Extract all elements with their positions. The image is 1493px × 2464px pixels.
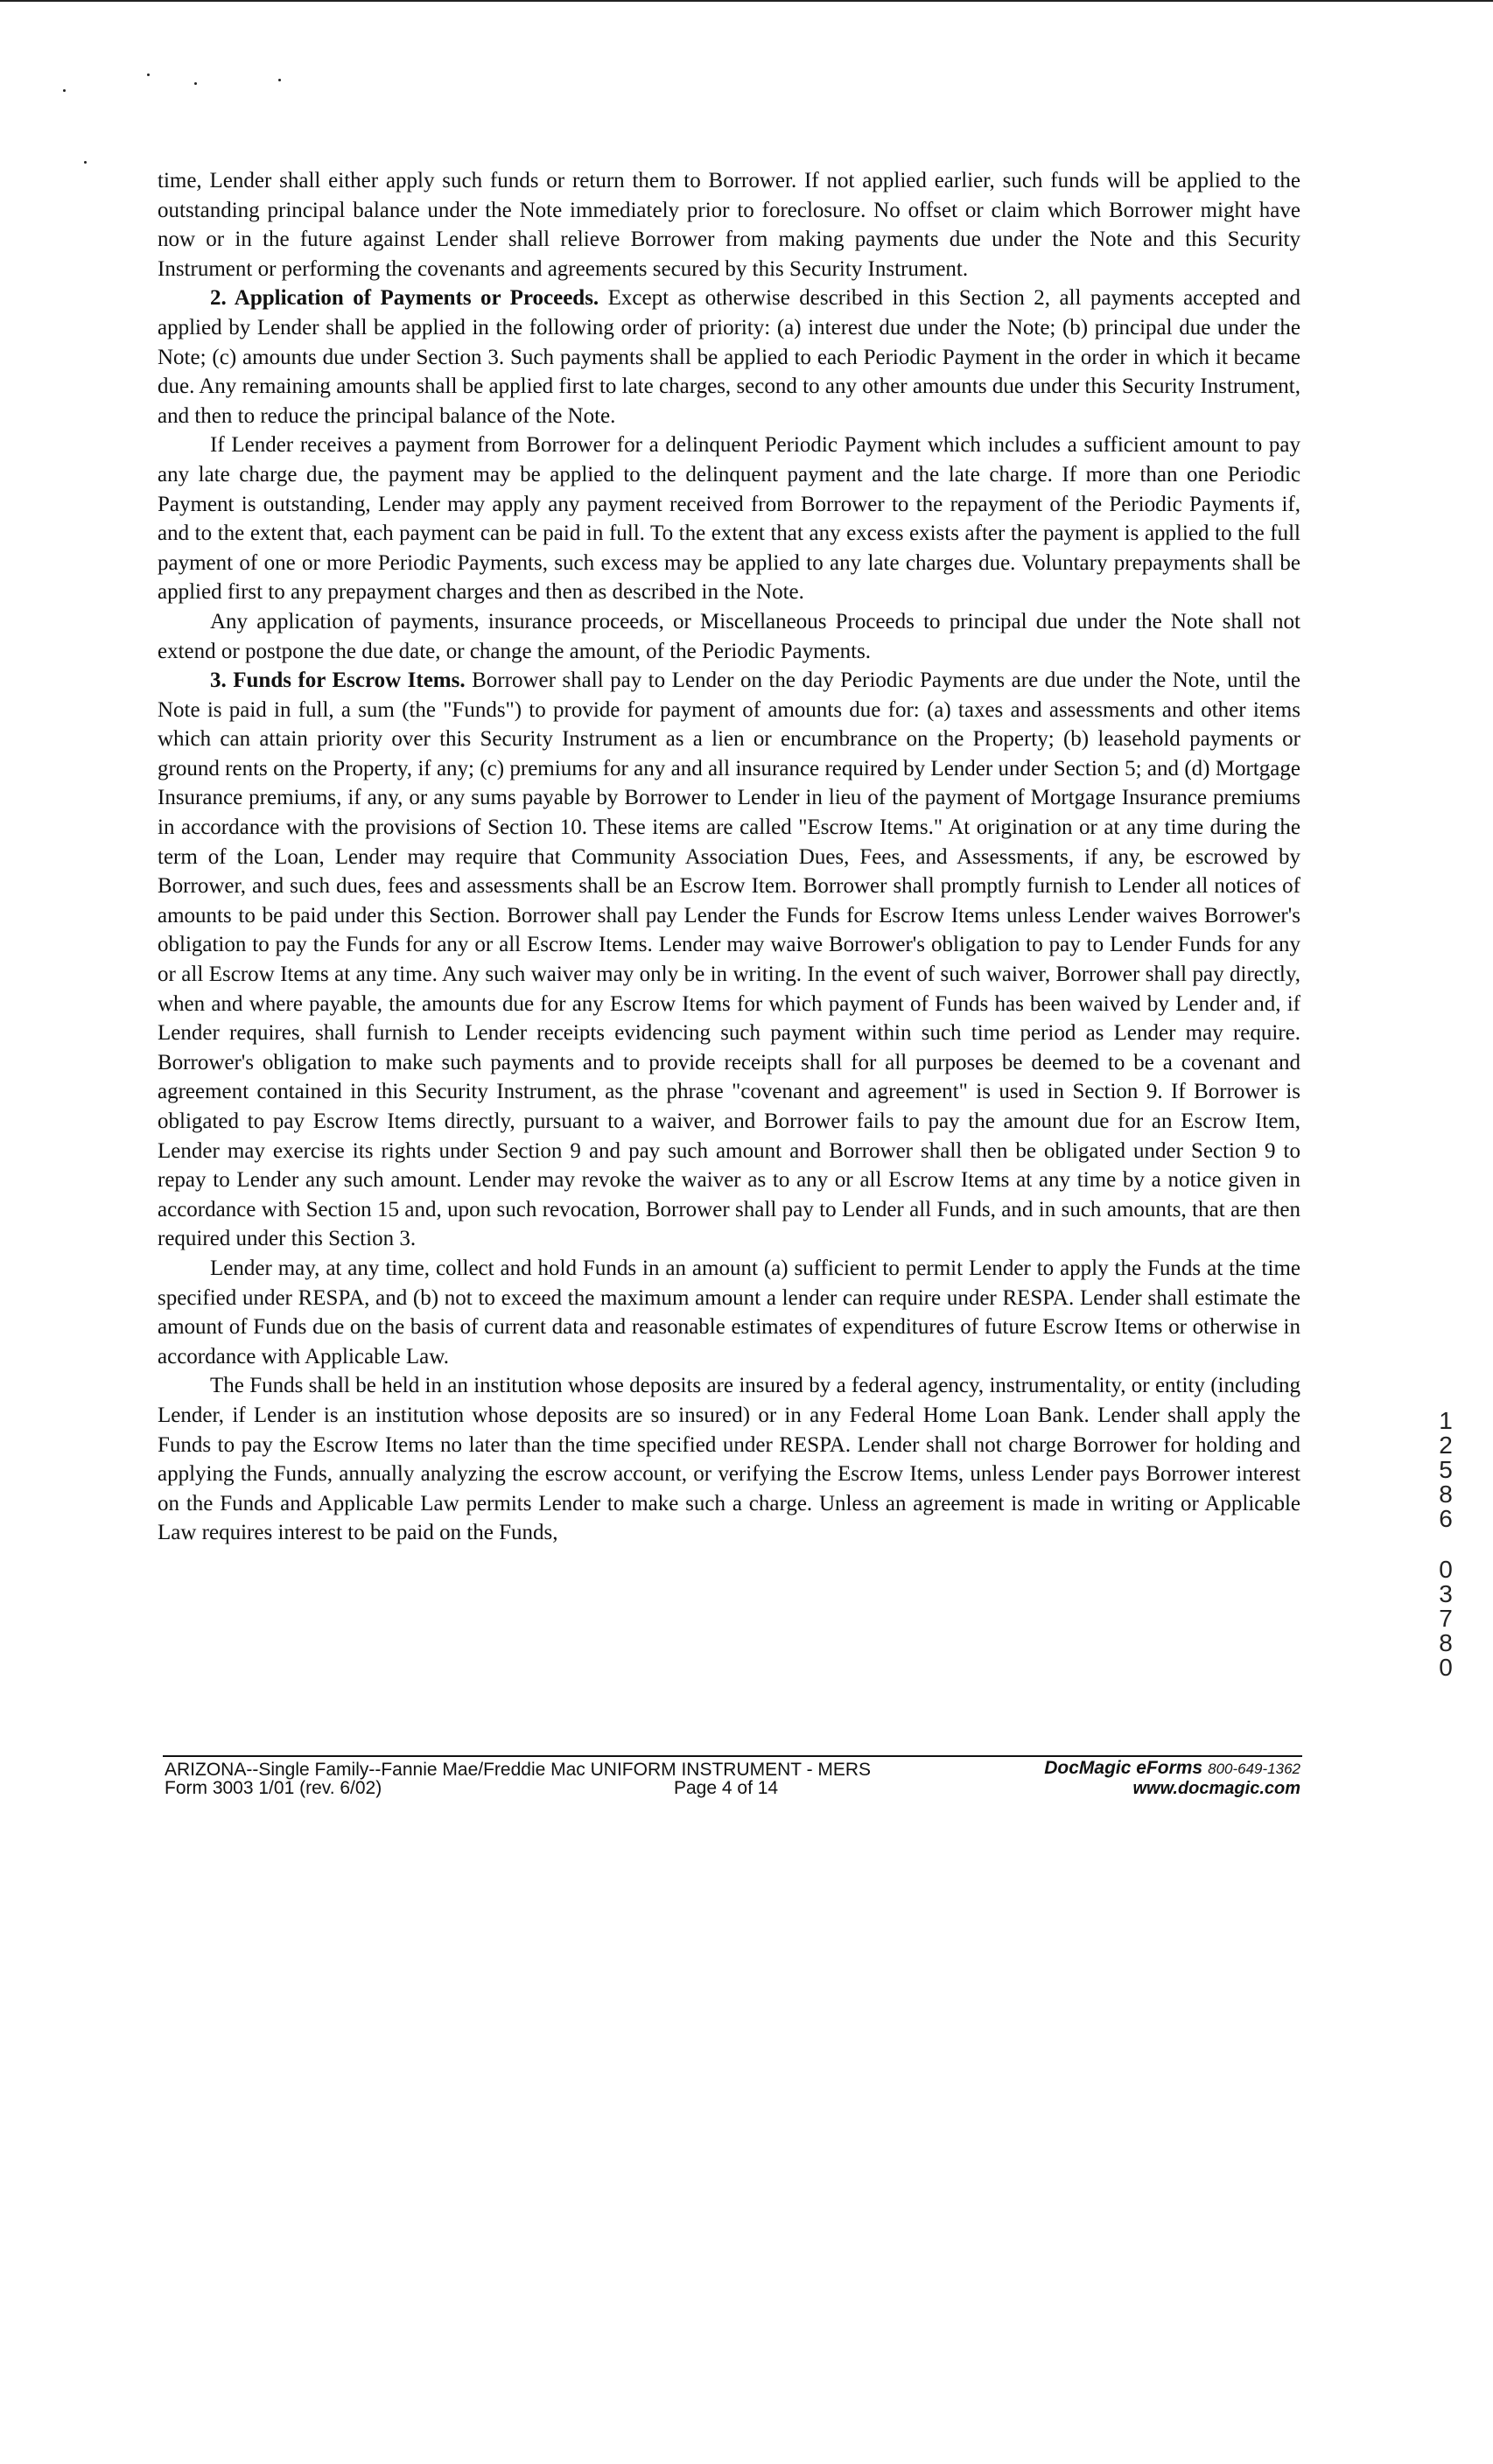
scan-speck [84, 161, 87, 164]
recording-book-number [1428, 1409, 1463, 1531]
scan-speck [63, 89, 66, 92]
stamp-digit: 3 [1439, 1580, 1453, 1607]
stamp-digit: 1 [1439, 1407, 1453, 1434]
docmagic-phone: 800-649-1362 [1208, 1760, 1300, 1777]
recording-stamp [1428, 1409, 1463, 1680]
document-body [158, 166, 1300, 1548]
scan-speck [147, 74, 150, 76]
paragraph: Any application of payments, insurance proceeds, or Miscellaneous Proceeds to principal due under the Note shall not extend or postpone the due date, or change the amount, of the Periodic Payments. [158, 609, 1300, 663]
section-3-text: Borrower shall pay to Lender on the day Periodic Payments are due under the Note, until the Note is paid in full, a sum (the "Funds") to provide for payment of amounts due for: (a) taxes and assessments and other items which can attain priority over this Security Instrument as a lien or encumbrance on the Property; (b) leasehold payments or ground rents on the Property, if any; (c) premiums for any and all insurance required by Lender under Section 5; and (d) Mortgage Insurance premiums, if any, or any sums payable by Borrower to Lender in lieu of the payment of Mortgage Insurance premiums in accordance with the provisions of Section 10. These items are called "Escrow Items." At origination or at any time during the term of the Loan, Lender may require that Community Association Dues, Fees, and Assessments, if any, be escrowed by Borrower, and such dues, fees and assessments shall be an Escrow Item. Borrower shall promptly furnish to Lender all notices of amounts to be paid under this Section. Borrower shall pay Lender the Funds for Escrow Items unless Lender waives Borrower's obligation to pay the Funds for any or all Escrow Items. Lender may waive Borrower's obligation to pay to Lender Funds for any or all Escrow Items at any time. Any such waiver may only be in writing. In the event of such waiver, Borrower shall pay directly, when and where payable, the amounts due for any Escrow Items for which payment of Funds has been waived by Lender and, if Lender requires, shall furnish to Lender receipts evidencing such payment within such time period as Lender may require. Borrower's obligation to make such payments and to provide receipts shall for all purposes be deemed to be a covenant and agreement contained in this Security Instrument, as the phrase "covenant and agreement" is used in Section 9. If Borrower is obligated to pay Escrow Items directly, pursuant to a waiver, and Borrower fails to pay the amount due for an Escrow Item, Lender may exercise its rights under Section 9 and pay such amount and Borrower shall then be obligated under Section 9 to repay to Lender any such amount. Lender may revoke the waiver as to any or all Escrow Items at any time by a notice given in accordance with Section 15 and, upon such revocation, Borrower shall pay to Lender all Funds, and in such amounts, that are then required under this Section 3. [158, 668, 1300, 1251]
paragraph: time, Lender shall either apply such funds or return them to Borrower. If not applied earlier, such funds will be applied to the outstanding principal balance under the Note immediately prior to foreclosure. No offset or claim which Borrower might have now or in the future against Lender shall relieve Borrower from making payments due under the Note and this Security Instrument or performing the covenants and agreements secured by this Security Instrument. [158, 169, 1300, 281]
footer-divider [163, 1755, 1302, 1757]
stamp-digit: 7 [1439, 1605, 1453, 1632]
paragraph: Lender may, at any time, collect and hold Funds in an amount (a) sufficient to permit Lender to apply the Funds at the time specified under RESPA, and (b) not to exceed the maximum amount a lender can require under RESPA. Lender shall estimate the amount of Funds due on the basis of current data and reasonable estimates of expenditures of future Escrow Items or otherwise in accordance with Applicable Law. [158, 1256, 1300, 1368]
section-3-paragraph [158, 666, 1300, 1254]
section-2-heading: 2. Application of Payments or Proceeds. [210, 286, 599, 311]
stamp-digit: 6 [1439, 1505, 1453, 1532]
paragraph: The Funds shall be held in an institution whose deposits are insured by a federal agency, instrumentality, or entity (including Lender, if Lender is an institution whose deposits are so insured) or in any Federal Home Loan Bank. Lender shall apply the Funds to pay the Escrow Items no later than the time specified under RESPA. Lender shall not charge Borrower for holding and applying the Funds, annually analyzing the escrow account, or verifying the Escrow Items, unless Lender pays Borrower interest on the Funds and Applicable Law permits Lender to make such a charge. Unless an agreement is made in writing or Applicable Law requires interest to be paid on the Funds, [158, 1374, 1300, 1545]
form-number: Form 3003 1/01 (rev. 6/02) [165, 1778, 382, 1798]
scan-speck [278, 79, 281, 81]
form-title: ARIZONA--Single Family--Fannie Mae/Freddie Mac UNIFORM INSTRUMENT - MERS [165, 1760, 872, 1780]
stamp-digit: 0 [1439, 1556, 1453, 1583]
docmagic-logo: DocMagic eForms [1044, 1758, 1203, 1778]
docmagic-branding [1044, 1759, 1300, 1798]
top-scan-edge [0, 0, 1493, 2]
stamp-digit: 2 [1439, 1432, 1453, 1459]
section-3-heading: 3. Funds for Escrow Items. [210, 668, 466, 693]
page-number: Page 4 of 14 [674, 1778, 779, 1798]
stamp-digit: 8 [1439, 1480, 1453, 1508]
docmagic-url: www.docmagic.com [1132, 1779, 1300, 1798]
stamp-digit: 0 [1439, 1654, 1453, 1681]
section-2-text: Except as otherwise described in this Section 2, all payments accepted and applied by Lender shall be applied in the following order of priority: (a) interest due under the Note; (b) principal due under the Note; (c) amounts due under Section 3. Such payments shall be applied to each Periodic Payment in the order in which it became due. Any remaining amounts shall be applied first to late charges, second to any other amounts due under this Security Instrument, and then to reduce the principal balance of the Note. [158, 286, 1301, 428]
scan-speck [194, 82, 197, 85]
section-2-paragraph [158, 284, 1300, 430]
recording-page-number [1428, 1558, 1463, 1680]
paragraph: If Lender receives a payment from Borrower for a delinquent Periodic Payment which includes a sufficient amount to pay any late charge due, the payment may be applied to the delinquent payment and the late charge. If more than one Periodic Payment is outstanding, Lender may apply any payment received from Borrower to the repayment of the Periodic Payments if, and to the extent that, each payment can be paid in full. To the extent that any excess exists after the payment is applied to the full payment of one or more Periodic Payments, such excess may be applied to any late charges due. Voluntary prepayments shall be applied first to any prepayment charges and then as described in the Note. [158, 433, 1300, 605]
stamp-digit: 5 [1439, 1456, 1453, 1483]
stamp-digit: 8 [1439, 1629, 1453, 1656]
